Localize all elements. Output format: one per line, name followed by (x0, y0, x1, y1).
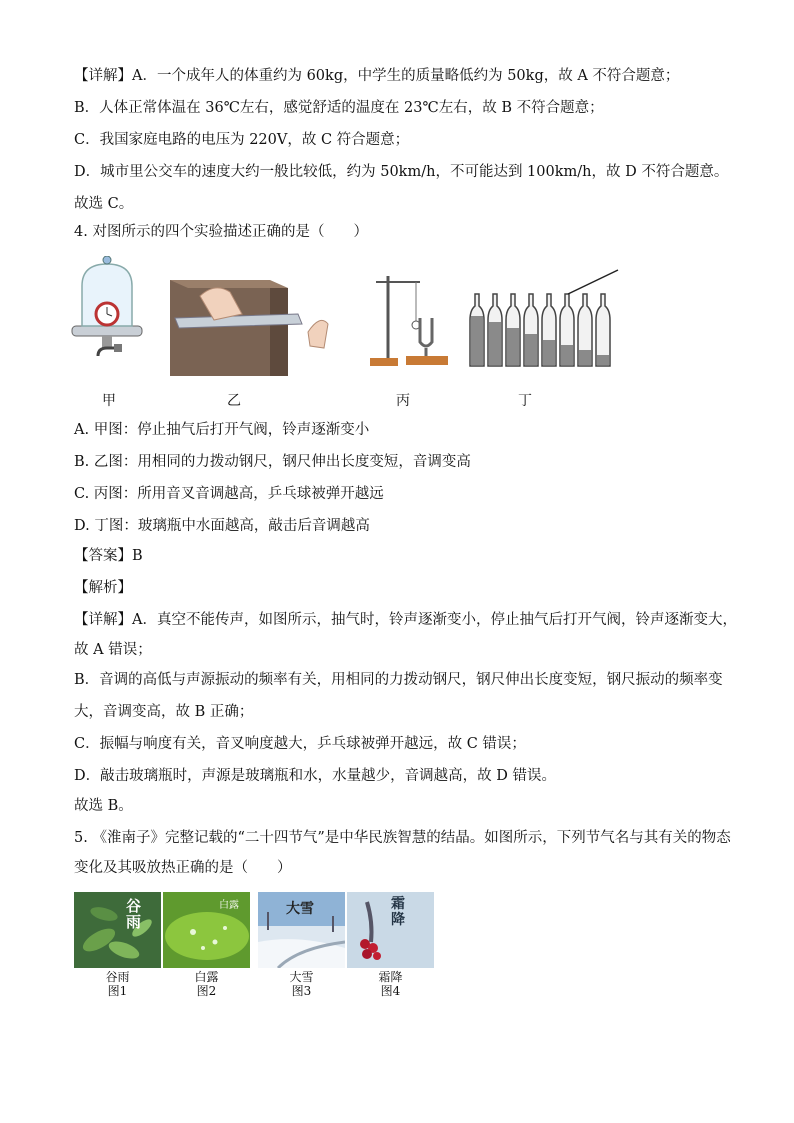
term-name: 霜降 (378, 970, 403, 984)
term-name: 大雪 (289, 970, 314, 984)
term-name: 白露 (194, 970, 219, 984)
figure-caption-jia: 甲 (102, 393, 116, 409)
question-5-stem-cont: 变化及其吸放热正确的是（ ） (74, 860, 292, 876)
figure-caption-yi: 乙 (227, 393, 241, 409)
option-b: B. 乙图：用相同的力拨动钢尺，钢尺伸出长度变短，音调变高 (74, 454, 471, 470)
option-c: C. 丙图：所用音叉音调越高，乒乓球被弹开越远 (74, 486, 384, 502)
photo-overlay-text: 大雪 (286, 901, 314, 917)
term-figure-label: 图4 (380, 984, 401, 998)
text-line: 【详解】A．一个成年人的体重约为 60kg，中学生的质量略低约为 50kg，故 A 不符合题意； (74, 68, 680, 84)
option-d: D. 丁图：玻璃瓶中水面越高，敲击后音调越高 (74, 518, 370, 534)
analysis-line: 故选 B。 (74, 798, 133, 814)
term-figure-label: 图2 (196, 984, 217, 998)
experiment-figure (70, 256, 630, 409)
analysis-line: 故 A 错误； (74, 642, 152, 658)
glass-bottles-illustration (470, 270, 618, 366)
tuning-fork-illustration (370, 276, 448, 366)
analysis-line: D．敲击玻璃瓶时，声源是玻璃瓶和水，水量越少，音调越高，故 D 错误。 (74, 768, 556, 784)
analysis-line: B．音调的高低与声源振动的频率有关，用相同的力拨动钢尺，钢尺伸出长度变短，钢尺振动的频率变 (74, 672, 723, 688)
text-line: C．我国家庭电路的电压为 220V，故 C 符合题意； (74, 132, 410, 148)
option-a: A. 甲图：停止抽气后打开气阀，铃声逐渐变小 (74, 422, 370, 438)
question-5-stem: 5. 《淮南子》完整记载的“二十四节气”是中华民族智慧的结晶。如图所示，下列节气名与其有关的物态 (74, 830, 731, 846)
photo-bailu (163, 892, 250, 968)
analysis-line: 大，音调变高，故 B 正确； (74, 704, 254, 720)
text-line: 故选 C。 (74, 196, 134, 212)
experiment-illustrations (70, 256, 630, 376)
photo-overlay-text: 谷雨 (126, 897, 142, 931)
term-figure-label: 图1 (107, 984, 128, 998)
photo-guyu (74, 892, 161, 968)
figure-caption-ding: 丁 (518, 393, 532, 409)
term-figure-label: 图3 (291, 984, 312, 998)
analysis-title: 【解析】 (74, 580, 132, 596)
ruler-table-illustration (170, 280, 328, 376)
analysis-line: 【详解】A．真空不能传声，如图所示，抽气时，铃声逐渐变小，停止抽气后打开气阀，铃声逐渐变大， (74, 612, 737, 628)
text-line: D．城市里公交车的速度大约一般比较低，约为 50km/h，不可能达到 100km/h，故 D 不符合题意。 (74, 164, 729, 180)
question-4-stem: 4. 对图所示的四个实验描述正确的是（ ） (74, 224, 368, 240)
text-line: B．人体正常体温在 36℃左右，感觉舒适的温度在 23℃左右，故 B 不符合题意； (74, 100, 604, 116)
bell-jar-illustration (72, 256, 142, 356)
term-name: 谷雨 (105, 970, 130, 984)
photo-daxue (258, 892, 345, 968)
photo-shuangjiang (347, 892, 434, 968)
photo-overlay-text: 白露 (219, 900, 239, 911)
solar-terms-figure (72, 892, 442, 1002)
answer: 【答案】B (74, 548, 143, 564)
analysis-line: C．振幅与响度有关，音叉响度越大，乒乓球被弹开越远，故 C 错误； (74, 736, 526, 752)
figure-caption-bing: 丙 (396, 393, 410, 409)
photo-overlay-text: 霜降 (391, 896, 405, 928)
